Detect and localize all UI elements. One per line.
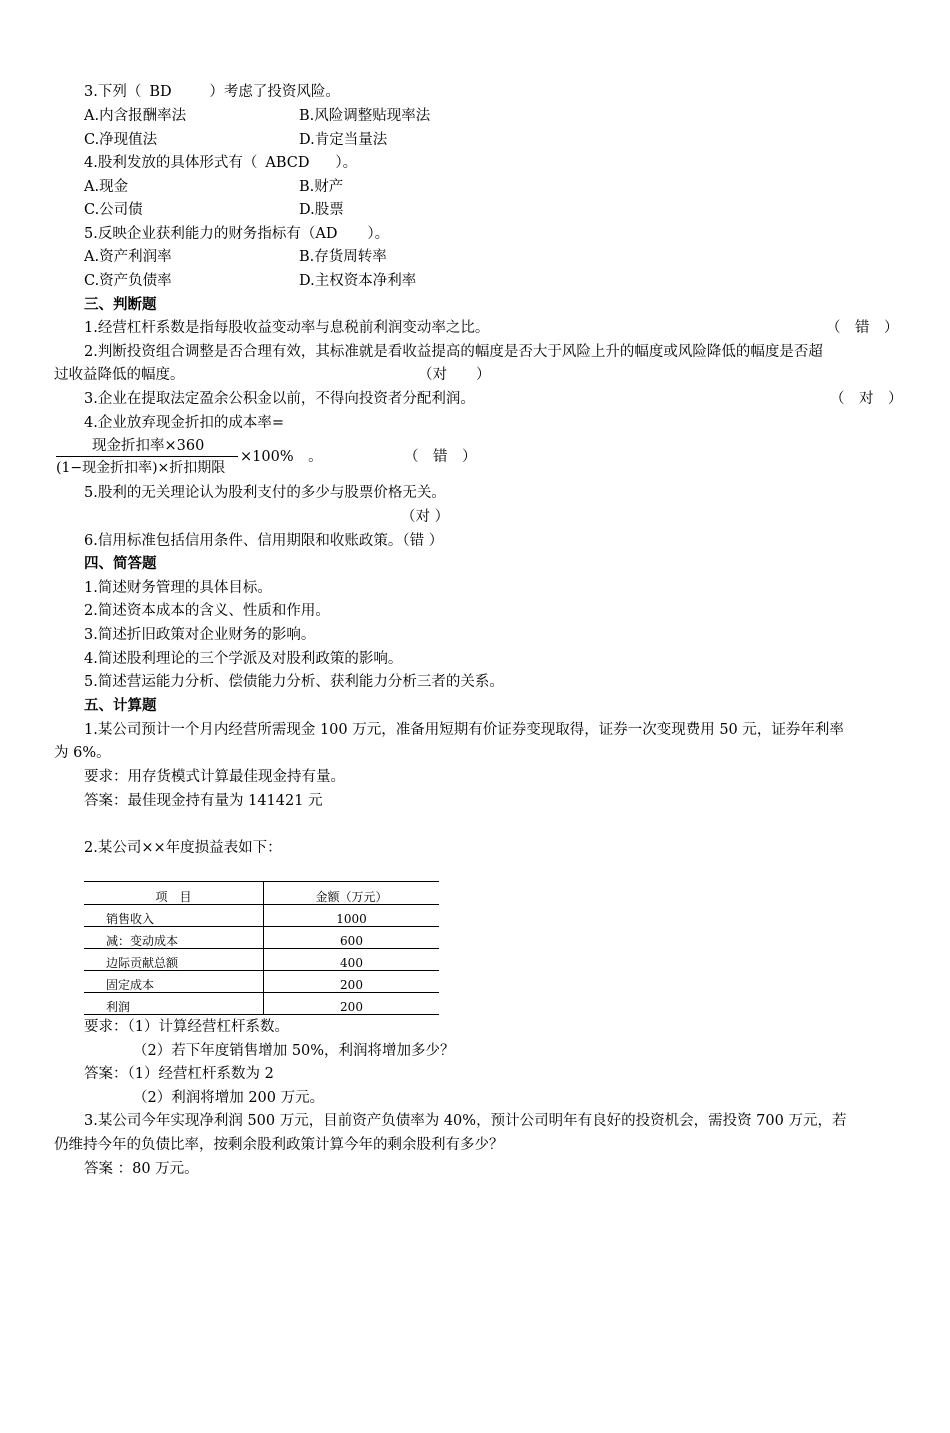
table-rule [84,926,439,927]
short-item: 4.简述股利理论的三个学派及对股利政策的影响。 [84,651,403,667]
calc-p2-answer-2: （2）利润将增加 200 万元。 [133,1090,325,1106]
formula-numerator: 现金折扣率×360 [92,438,205,454]
table-cell-item: 固定成本 [106,978,155,992]
choice-q4-option-d: D.股票 [299,202,344,218]
judge-q1-text: 1.经营杠杆系数是指每股收益变动率与息税前利润变动率之比。 [84,320,490,336]
choice-q3-option-a: A.内含报酬率法 [84,108,187,124]
calc-p2-requirement-2: （2）若下年度销售增加 50%，利润将增加多少？ [133,1043,455,1059]
table-cell-item: 利润 [106,1000,131,1014]
judge-q4-text: 4.企业放弃现金折扣的成本率= [84,415,284,431]
choice-q4-option-c: C.公司债 [84,202,143,218]
short-item: 5.简述营运能力分析、偿债能力分析、获利能力分析三者的关系。 [84,674,504,690]
choice-q4-option-a: A.现金 [84,179,129,195]
short-item: 2.简述资本成本的含义、性质和作用。 [84,603,330,619]
table-cell-amount: 200 [340,1000,363,1014]
calc-p1-requirement: 要求：用存货模式计算最佳现金持有量。 [84,769,345,785]
calc-p2-intro: 2.某公司××年度损益表如下： [84,840,282,856]
short-item: 1.简述财务管理的具体目标。 [84,580,272,596]
formula-tail: ×100% 。 [240,449,323,465]
table-cell-amount: 600 [340,934,363,948]
formula-denominator: (1−现金折扣率)×折扣期限 [56,460,226,476]
choice-q5-option-b: B.存货周转率 [299,249,387,265]
choice-q4-stem-a: 4.股利发放的具体形式有（ [84,155,258,171]
choice-q3-option-c: C.净现值法 [84,132,158,148]
choice-q4-stem [84,152,357,174]
choice-q3-option-b: B.风险调整贴现率法 [299,108,431,124]
formula-fraction-bar [56,456,238,457]
judge-q2-mark: （对 ） [418,367,491,383]
table-header-amount: 金额（万元） [315,890,388,904]
judge-heading: 三、判断题 [84,296,157,313]
choice-q3-stem [84,81,340,103]
table-cell-amount: 400 [340,956,363,970]
judge-q5-text: 5.股利的无关理论认为股利支付的多少与股票价格无关。 [84,485,446,501]
choice-q5-option-a: A.资产利润率 [84,249,172,265]
table-rule [84,1014,439,1015]
choice-q4-stem-b: ）。 [335,155,358,171]
choice-q5-stem-b: ）。 [367,226,390,242]
calc-p3-line1: 3.某公司今年实现净利润 500 万元，目前资产负债率为 40%，预计公司明年有良好的投资机会，需投资 700 万元，若 [84,1113,847,1129]
choice-q3-answer: BD [149,84,172,100]
choice-q3-stem-a: 3.下列（ [84,84,142,100]
calc-p2-answer-1: 答案：（1）经营杠杆系数为 2 [84,1066,274,1082]
table-cell-item: 边际贡献总额 [106,956,179,970]
judge-q3-mark: （ 对 ） [830,391,903,407]
choice-q4-answer: ABCD [265,155,310,171]
calc-p1-line1: 1.某公司预计一个月内经营所需现金 100 万元，准备用短期有价证券变现取得，证券一次变现费用 50 元，证券年利率 [84,722,844,738]
short-item: 3.简述折旧政策对企业财务的影响。 [84,627,316,643]
table-rule [84,970,439,971]
table-cell-item: 减：变动成本 [106,934,179,948]
table-rule [84,992,439,993]
choice-q5-option-c: C.资产负债率 [84,273,172,289]
calc-p2-requirement-1: 要求：（1）计算经营杠杆系数。 [84,1019,289,1035]
judge-q2-line1: 2.判断投资组合调整是否合理有效，其标准就是看收益提高的幅度是否大于风险上升的幅度或风险降低的幅度是否超 [84,344,823,360]
table-header-item: 项 目 [155,890,192,904]
calc-p3-answer: 答案 ：80 万元。 [84,1161,199,1177]
choice-q3-option-d: D.肯定当量法 [299,132,388,148]
choice-q5-answer: AD [315,226,338,242]
judge-q1-mark: （ 错 ） [826,320,899,336]
choice-q4-option-b: B.财产 [299,179,344,195]
choice-q5-stem-a: 5.反映企业获利能力的财务指标有（ [84,226,316,242]
calc-heading: 五、计算题 [84,697,157,714]
table-rule [84,904,439,905]
judge-q4-mark: （ 错 ） [404,449,477,465]
table-cell-item: 销售收入 [106,912,155,926]
short-heading: 四、简答题 [84,555,157,572]
choice-q5-option-d: D.主权资本净利率 [299,273,417,289]
table-rule [84,881,439,882]
choice-q5-stem [84,223,389,245]
judge-q5-mark: （对 ） [401,509,450,525]
table-rule [84,948,439,949]
judge-q2-line2: 过收益降低的幅度。 [54,367,185,383]
judge-q6-text: 6.信用标准包括信用条件、信用期限和收账政策。（错 ） [84,533,444,549]
calc-p3-line2: 仍维持今年的负债比率，按剩余股利政策计算今年的剩余股利有多少？ [54,1137,504,1153]
table-cell-amount: 200 [340,978,363,992]
choice-q3-stem-b: ）考虑了投资风险。 [209,84,340,100]
calc-p1-answer: 答案：最佳现金持有量为 141421 元 [84,793,323,809]
judge-q3-text: 3.企业在提取法定盈余公积金以前，不得向投资者分配利润。 [84,391,475,407]
table-cell-amount: 1000 [336,912,367,926]
calc-p1-line2: 为 6%。 [54,745,111,761]
